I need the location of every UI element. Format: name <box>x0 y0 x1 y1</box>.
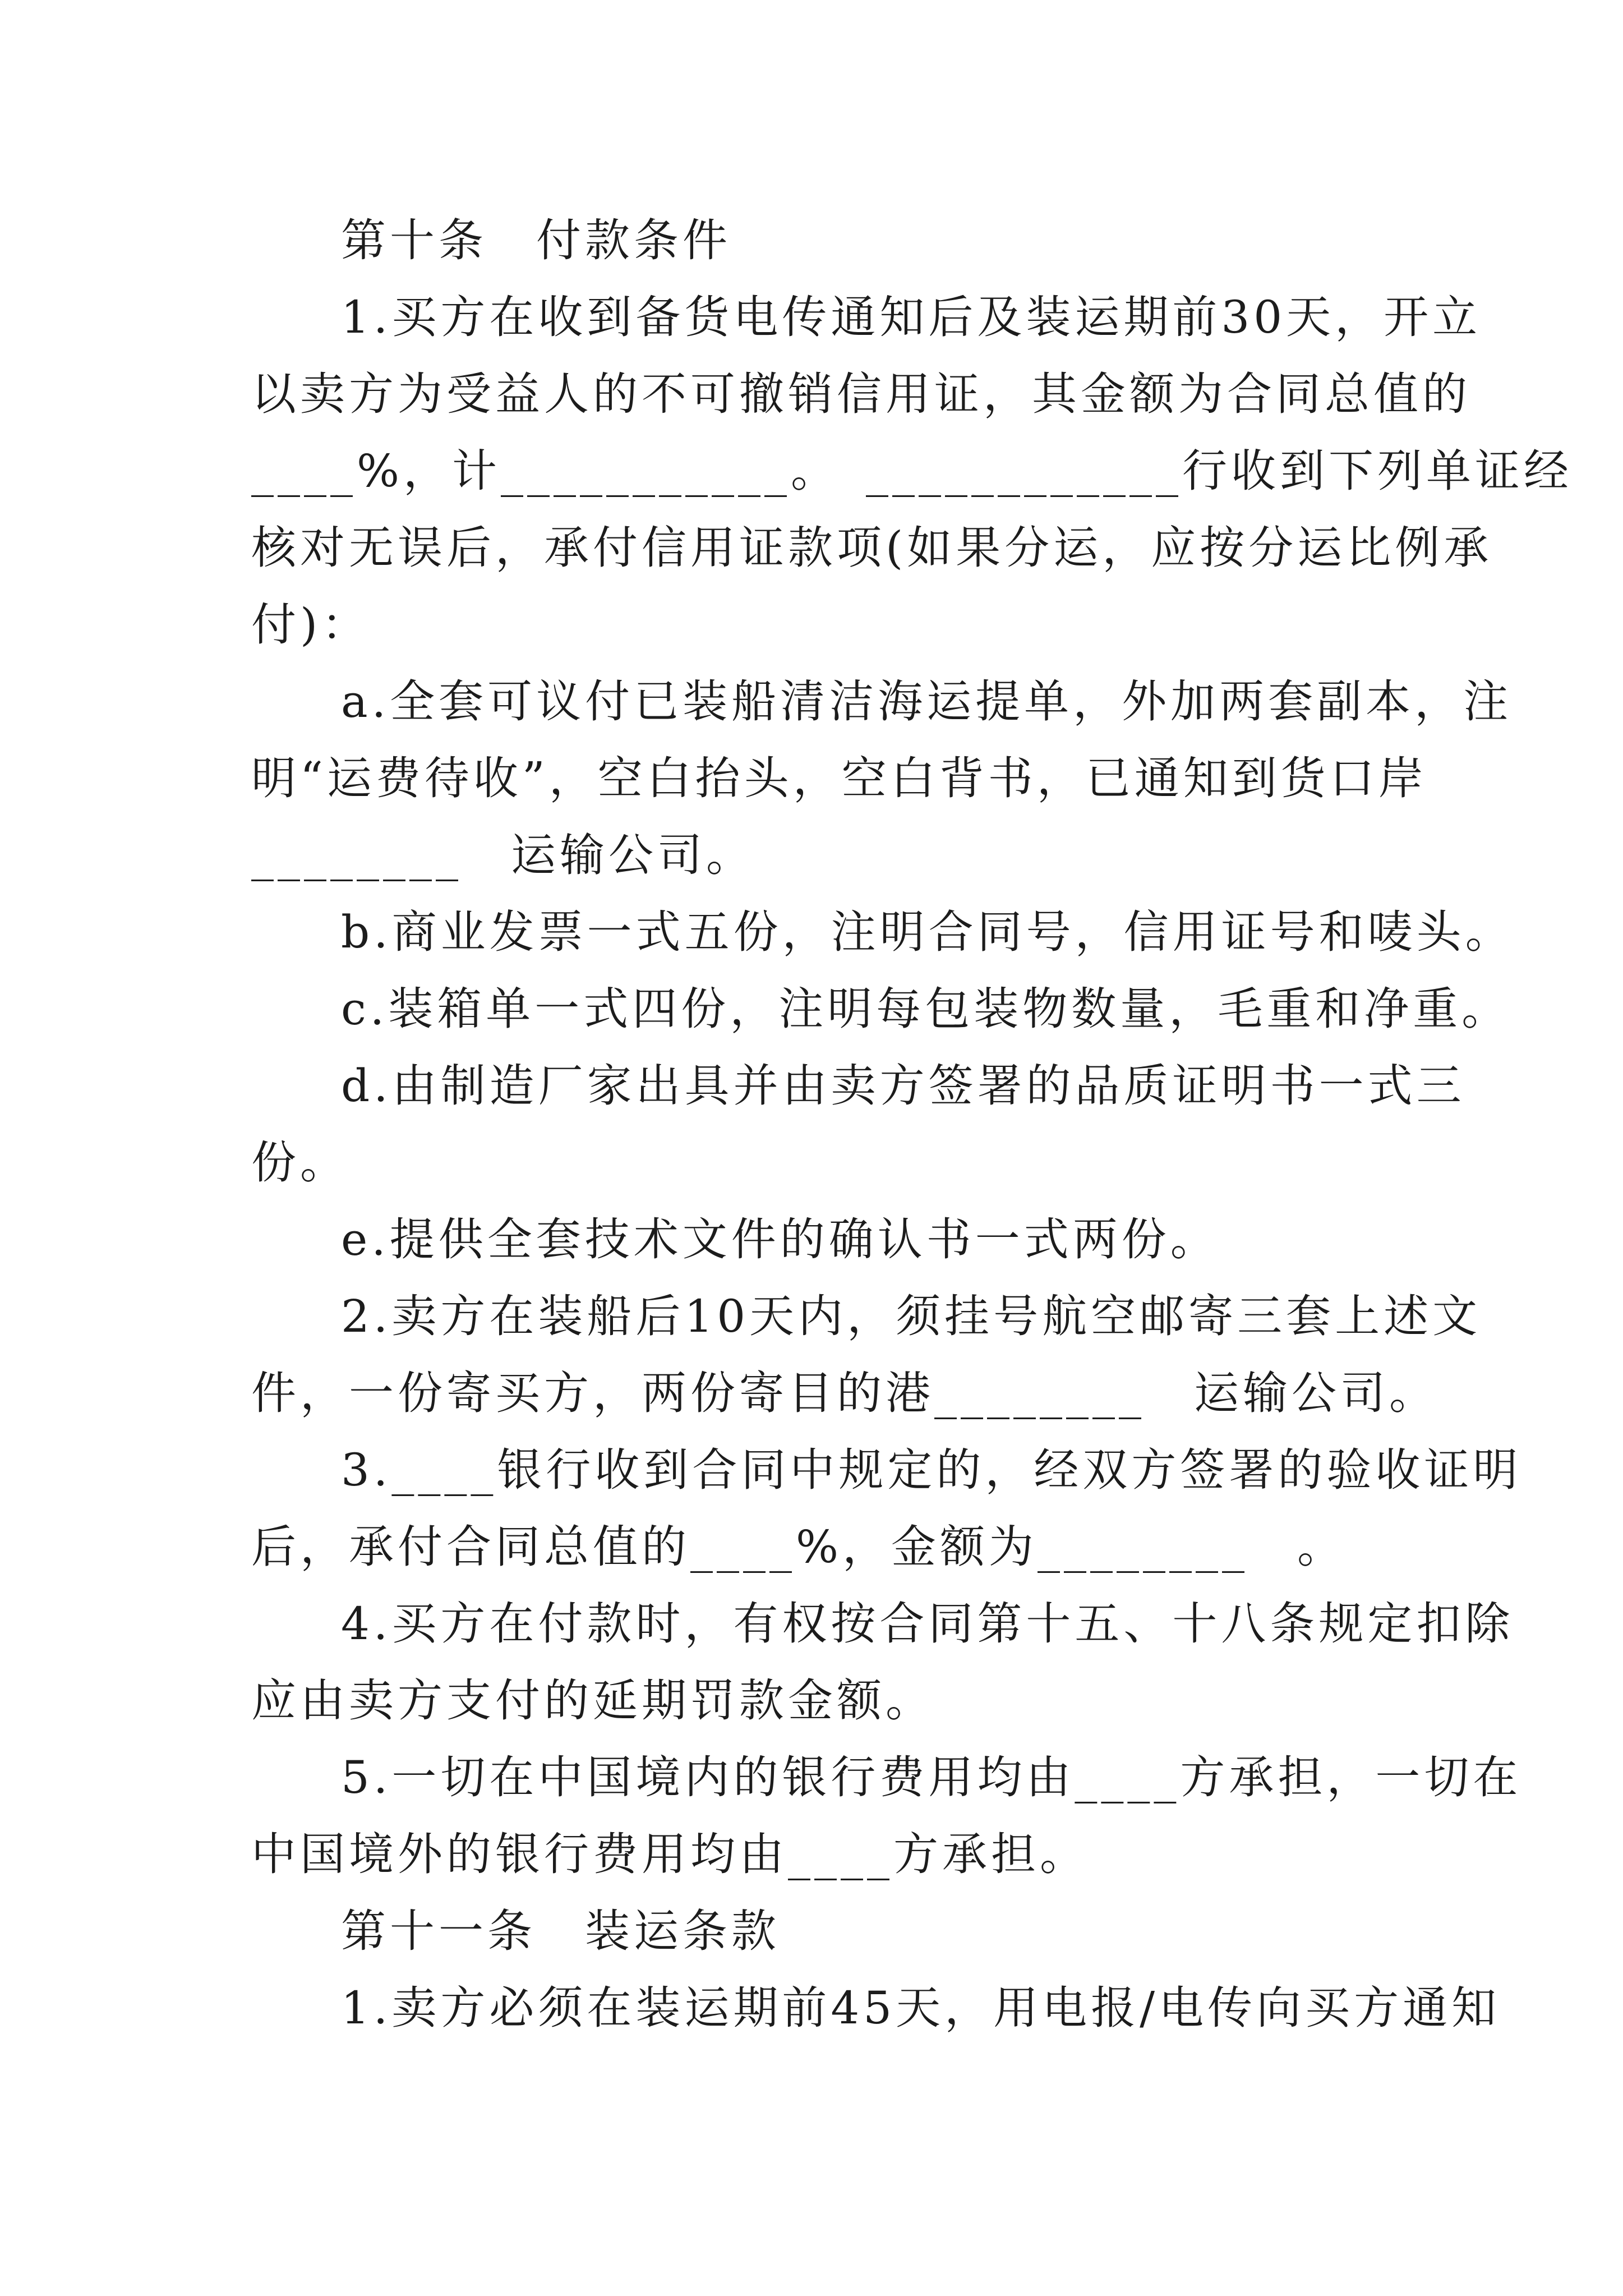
text-line: 1.卖方必须在装运期前45天，用电报/电传向买方通知 <box>341 1982 1501 2034</box>
text-line: d.由制造厂家出具并由卖方签署的品质证明书一式三 <box>341 1060 1465 1112</box>
text-line: 2.卖方在装船后10天内，须挂号航空邮寄三套上述文 <box>341 1290 1482 1342</box>
text-line: ____%，计___________。 ____________行收到下列单证经 <box>251 445 1573 497</box>
text-line: 中国境外的银行费用均由____方承担。 <box>251 1828 1089 1880</box>
text-line: b.商业发票一式五份，注明合同号，信用证号和唛头。 <box>341 906 1514 958</box>
text-line: 以卖方为受益人的不可撤销信用证，其金额为合同总值的 <box>251 368 1471 420</box>
text-line: a.全套可议付已装船清洁海运提单，外加两套副本，注 <box>341 675 1513 728</box>
text-line: 3.____银行收到合同中规定的，经双方签署的验收证明 <box>341 1444 1522 1496</box>
text-line: 应由卖方支付的延期罚款金额。 <box>251 1674 934 1727</box>
contract-text <box>251 202 1573 2046</box>
text-line: 明“运费待收”，空白抬头，空白背书，已通知到货口岸 <box>251 752 1427 804</box>
text-line: 件，一份寄买方，两份寄目的港________ 运输公司。 <box>251 1367 1438 1419</box>
text-line: 1.买方在收到备货电传通知后及装运期前30天，开立 <box>341 291 1482 343</box>
article-11-heading: 第十一条 装运条款 <box>341 1905 780 1957</box>
text-line: 4.买方在付款时，有权按合同第十五、十八条规定扣除 <box>341 1598 1514 1650</box>
text-line: 5.一切在中国境内的银行费用均由____方承担，一切在 <box>341 1751 1522 1803</box>
text-line: 付)： <box>251 599 371 651</box>
text-line: e.提供全套技术文件的确认书一式两份。 <box>341 1213 1219 1266</box>
text-line: ________ 运输公司。 <box>251 829 755 881</box>
text-line: c.装箱单一式四份，注明每包装物数量，毛重和净重。 <box>341 983 1511 1035</box>
text-line: 核对无误后，承付信用证款项(如果分运，应按分运比例承 <box>251 522 1493 574</box>
article-10-heading: 第十条 付款条件 <box>341 214 731 266</box>
text-line: 份。 <box>251 1137 349 1189</box>
text-line: 后，承付合同总值的____%，金额为________ 。 <box>251 1521 1347 1573</box>
